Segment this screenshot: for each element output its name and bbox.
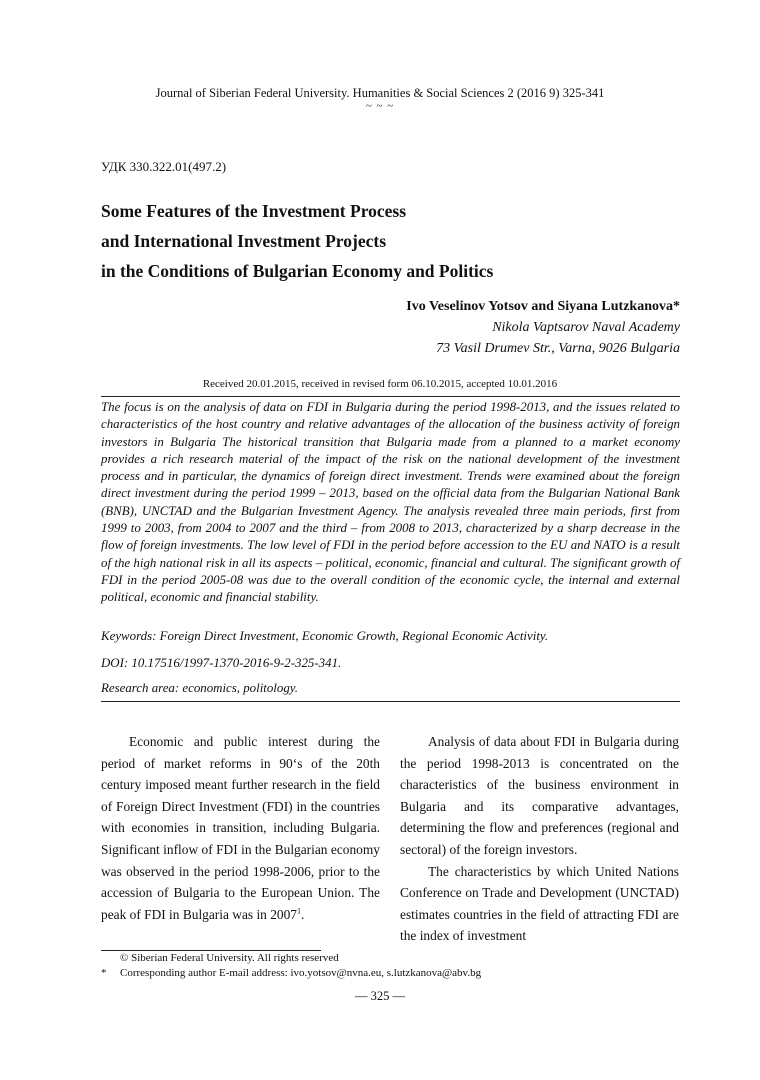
abstract: The focus is on the analysis of data on FDI in Bulgaria during the period 1998-2013, and the issues related to characteristics of the host country and relative advantages of the allocation of the business activity of foreign investors in Bulgaria The historical transition that Bulgaria made from a planned to a market economy provides a rich research material of the impact of the risk on the national development of the investment process and in particular, the dynamics of foreign direct investment. Trends were examined about the foreign direct investment during the period 1999 – 2013, based on the official data from the Bulgarian National Bank (BNB), UNCTAD and the Bulgarian Investment Agency. The analysis revealed three main periods, first from 1999 to 2003, from 2004 to 2007 and the third – from 2008 to 2013, characterized by a sharp decrease in the flow of foreign investments. The low level of FDI in the period before accession to the EU and NATO is a result of the high national risk in all its aspects – political, economic, financial and cultural. The significant growth of FDI in the period 2005-08 was due to the overall condition of the economic cycle, the internal and external political, economic and financial stability. — [101, 400, 680, 605]
body-column-right — [400, 731, 679, 947]
title-line-2: and International Investment Projects — [101, 231, 387, 251]
research-area: Research area: economics, politology. — [101, 681, 299, 695]
footnote-rule — [101, 950, 321, 951]
title-line-1: Some Features of the Investment Process — [101, 201, 407, 221]
body-text-end: . — [301, 906, 305, 922]
author-block — [406, 296, 680, 359]
abstract-bottom-rule — [101, 701, 680, 702]
footnote-marker: * — [101, 967, 107, 979]
body-paragraph: The characteristics by which United Nations Conference on Trade and Development (UNCTAD) estimates countries in the field of attracting FDI are the index of investment — [400, 863, 679, 944]
footnote-copyright: © Siberian Federal University. All rights reserved — [120, 952, 339, 964]
author-address: 73 Vasil Drumev Str., Varna, 9026 Bulgaria — [436, 341, 680, 356]
body-column-left — [101, 731, 380, 925]
received-dates: Received 20.01.2015, received in revised form 06.10.2015, accepted 10.01.2016 — [202, 378, 558, 390]
author-affiliation: Nikola Vaptsarov Naval Academy — [492, 320, 680, 335]
body-text: Economic and public interest during the period of market reforms in 90‘s of the 20th century imposed meant further research in the field of Foreign Direct Investment (FDI) in the countries with economies in transition, including Bulgaria. Significant inflow of FDI in the Bulgarian economy was observed in the period 1998-2006, prior to the accession of Bulgaria to the European Union. The peak of FDI in Bulgaria was in 2007 — [101, 734, 380, 922]
udc-code: УДК 330.322.01(497.2) — [101, 159, 227, 174]
keywords: Keywords: Foreign Direct Investment, Economic Growth, Regional Economic Activity. — [101, 629, 549, 643]
footnote-reference: 1 — [297, 906, 301, 916]
header-ornament: ~ ~ ~ — [365, 100, 395, 112]
abstract-top-rule — [101, 396, 680, 397]
article-title — [101, 196, 661, 286]
author-names: Ivo Veselinov Yotsov and Siyana Lutzkanova* — [406, 299, 680, 314]
journal-header: Journal of Siberian Federal University. Humanities & Social Sciences 2 (2016 9) 325-341 — [155, 86, 605, 100]
title-line-3: in the Conditions of Bulgarian Economy and Politics — [101, 261, 494, 281]
doi: DOI: 10.17516/1997-1370-2016-9-2-325-341. — [101, 656, 342, 670]
footnote-text: Corresponding author E-mail address: ivo.yotsov@nvna.eu, s.lutzkanova@abv.bg — [120, 967, 482, 979]
page-number: — 325 — — [355, 989, 405, 1003]
footnote-corresponding — [101, 967, 481, 979]
body-paragraph — [101, 731, 380, 925]
body-paragraph: Analysis of data about FDI in Bulgaria during the period 1998-2013 is concentrated on the characteristics of the business environment in Bulgaria and its comparative advantages, determining the flow and preferences (regional and sectoral) of the foreign investors. — [400, 734, 679, 857]
